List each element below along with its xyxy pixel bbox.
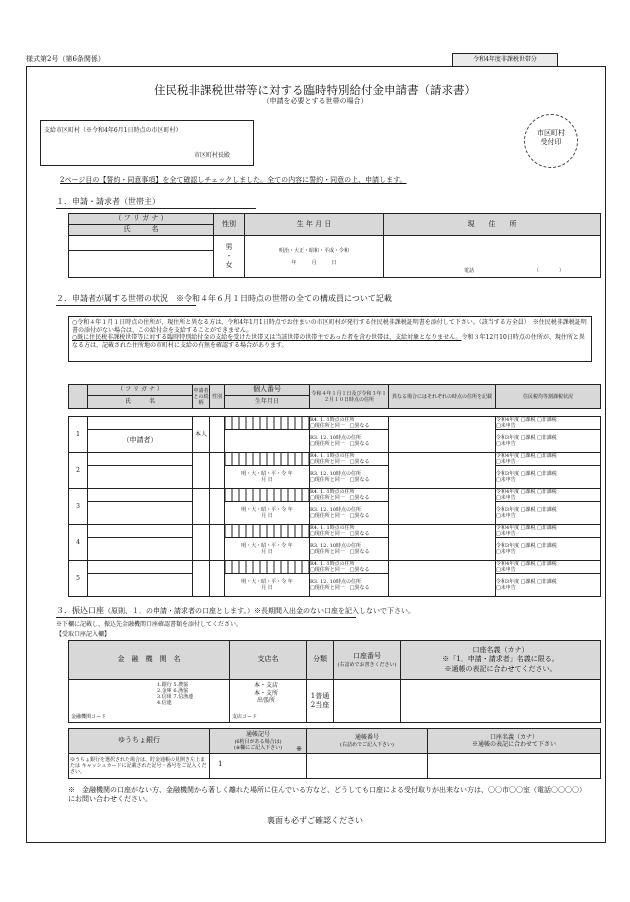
- account-holder-input[interactable]: [401, 680, 601, 723]
- household-rows: [68, 416, 601, 597]
- row-number: 2: [69, 453, 88, 489]
- notice-box: [68, 316, 592, 362]
- addressee-line-1: 支給市区町村（※令和4年6月1日時点の市区町村）: [44, 127, 182, 134]
- member-gender-input[interactable]: [210, 489, 225, 525]
- section3-mid: （原則、１．の申請・請求者の口座とします。）: [104, 607, 254, 615]
- member-name-input[interactable]: [88, 502, 193, 525]
- r4-address-status[interactable]: R4. 1. 1時点の住所 □現住所と同一 □異なる: [310, 525, 389, 538]
- household-body: [68, 416, 601, 597]
- stamp-line-1: 市区町村: [537, 129, 565, 137]
- member-name-input[interactable]: [88, 466, 193, 489]
- household-row: [69, 489, 601, 502]
- notice-2a: ○既に住民税非課税世帯等に対する臨時特別給付金の支給を受けた世帯又は当該世帯の世帯主であった者を含む世帯は、支給対象となりません。: [72, 334, 462, 341]
- account-no-header: [334, 641, 401, 680]
- yucho-symbol-note: (6桁目がある場合は) (※欄にご記入下さい): [233, 738, 283, 751]
- relation-header: 申請者との続柄: [193, 385, 210, 409]
- member-dob-input[interactable]: 明・大・昭・平・令 年 月 日: [225, 538, 310, 561]
- r4-address-status[interactable]: R4. 1. 1時点の住所 □現住所と同一 □異なる: [310, 489, 389, 502]
- yucho-header: ゆうちょ銀行: [69, 729, 210, 754]
- holder-note-2: ※通帳の表記に合わせてください。: [444, 664, 557, 673]
- back-note: 裏面も必ずご確認ください: [267, 816, 363, 825]
- gender-header: 性別: [214, 214, 245, 236]
- section2-heading: [56, 294, 392, 304]
- yucho-table: [68, 728, 601, 779]
- member-diff-address-input[interactable]: [389, 561, 496, 597]
- r4-tax-status[interactable]: 令和4年度 □課税 □非課税 □未申告: [496, 561, 601, 574]
- account-no-input[interactable]: [334, 680, 401, 723]
- bank-type-options: 1.銀行 5.農協 2.金庫 6.漁協 3.信組 7.信漁連 4.信連: [157, 682, 194, 706]
- dob-era-options: 明治・大正・昭和・平成・令和: [278, 247, 349, 254]
- r4-address-status[interactable]: R4. 1. 1時点の住所 □現住所と同一 □異なる: [310, 561, 389, 574]
- r4-address-status[interactable]: R4. 1. 1時点の住所 □現住所と同一 □異なる: [310, 453, 389, 466]
- member-diff-address-input[interactable]: [389, 489, 496, 525]
- member-relation-input[interactable]: 本人: [193, 417, 210, 453]
- household-row-sub: [69, 574, 601, 597]
- r4-tax-status[interactable]: 令和4年度 □課税 □非課税 □未申告: [496, 489, 601, 502]
- tax-status-header: 住民税均等割課税状況: [496, 385, 601, 409]
- household-row-sub: [69, 502, 601, 525]
- yucho-holder-note: ※通帳の表記に合わせて下さい: [471, 741, 556, 748]
- hh-furigana-header: （ フ リ ガ ナ ）: [88, 385, 193, 396]
- household-table: [68, 384, 601, 409]
- phone-paren: （ ）: [534, 268, 565, 274]
- member-dob-input[interactable]: [225, 430, 310, 453]
- member-id-input[interactable]: [225, 525, 310, 538]
- yucho-number-input[interactable]: [307, 754, 428, 779]
- branch-header: 支店名: [230, 641, 307, 680]
- yucho-instruction: ゆうちょ銀行を選択された場合は、貯金通帳の見開き左上または キャッシュカードに記載された記号・番号をご記入ください。: [69, 754, 210, 779]
- r4-address-status[interactable]: R4. 1. 1時点の住所 □現住所と同一 □異なる: [310, 417, 389, 430]
- phone-label: 電話: [464, 268, 475, 274]
- hh-name-header: 氏 名: [88, 396, 193, 409]
- stamp-line-2: 受付印: [540, 138, 562, 147]
- addressee-line-2: 市区町村長殿: [194, 152, 231, 159]
- section3-note-2: 【受取口座記入欄】: [56, 631, 111, 638]
- household-row: [69, 417, 601, 430]
- page-title: 住民税非課税世帯等に対する臨時特別給付金申請書（請求書）: [154, 83, 476, 97]
- bank-code-label: 金融機関コード: [71, 714, 107, 720]
- yucho-holder-header: [428, 729, 601, 754]
- form-number: 様式第2号（第6条関係）: [26, 55, 105, 63]
- dob-ymd: 年 月 日: [291, 259, 337, 266]
- row-number: 3: [69, 489, 88, 525]
- member-diff-address-input[interactable]: [389, 453, 496, 489]
- yucho-symbol-label: 通帳記号: [245, 731, 270, 739]
- confirm-statement: 2ページ目の【誓約・同意事項】を全て確認しチェックしました。全ての内容に誓約・同意の上、申請します。: [60, 176, 407, 184]
- r3-tax-status[interactable]: 令和3年度 □課税 □非課税 □未申告: [496, 574, 601, 597]
- yucho-symbol-header: [210, 729, 307, 754]
- r3-address-status[interactable]: R3. 12. 10時点の住所 □現住所と同一 □異なる: [310, 430, 389, 453]
- r3-address-status[interactable]: R3. 12. 10時点の住所 □現住所と同一 □異なる: [310, 538, 389, 561]
- notice-2b: 令和３年12月10日時点の住所が、現住所と異なる方は、記載された住所地の市町村に支給の有無を確認する場合があります。: [72, 334, 585, 349]
- furigana-input[interactable]: [69, 236, 214, 251]
- r3-address-status[interactable]: R3. 12. 10時点の住所 □現住所と同一 □異なる: [310, 574, 389, 597]
- branch-input[interactable]: [230, 680, 307, 723]
- bank-name-header: 金 融 機 関 名: [69, 641, 230, 680]
- name-header: 氏 名: [69, 225, 214, 236]
- member-gender-input[interactable]: [210, 453, 225, 489]
- bank-table: [68, 640, 601, 723]
- section3-title: ３．振込口座: [56, 606, 104, 615]
- branch-code-label: 支店コード: [232, 714, 258, 720]
- household-row-sub: [69, 430, 601, 453]
- section3-note: ※長期間入出金のない口座を記入しないで下さい。: [253, 607, 415, 615]
- r3-tax-status[interactable]: 令和3年度 □課税 □非課税 □未申告: [496, 502, 601, 525]
- household-row: [69, 453, 601, 466]
- r3-address-status[interactable]: R3. 12. 10時点の住所 □現住所と同一 □異なる: [310, 466, 389, 489]
- member-diff-address-input[interactable]: [389, 417, 496, 453]
- member-name-input[interactable]: [88, 574, 193, 597]
- account-no-hint: (右詰めでお書きください): [337, 661, 397, 668]
- household-row: [69, 525, 601, 538]
- yucho-holder-input[interactable]: [428, 754, 601, 779]
- member-id-input[interactable]: [225, 417, 310, 430]
- member-name-input[interactable]: （申請者）: [88, 430, 193, 453]
- row-number: 5: [69, 561, 88, 597]
- section3-heading: [56, 606, 415, 616]
- holder-label: 口座名義（カナ）: [472, 646, 529, 655]
- section3-note-1: ※下欄に記載し、振込先金融機関口座確認書類を添付してください。: [56, 621, 243, 628]
- member-id-input[interactable]: [225, 489, 310, 502]
- member-name-input[interactable]: [88, 538, 193, 561]
- r3-tax-status[interactable]: 令和3年度 □課税 □非課税 □未申告: [496, 430, 601, 453]
- yucho-prefix: 1: [218, 760, 223, 768]
- member-relation-input[interactable]: [193, 453, 210, 489]
- diff-addr-header: 異なる場合にはそれぞれの時点の住所を記載: [389, 385, 496, 409]
- account-holder-header: [401, 641, 601, 680]
- row-no-header: [69, 385, 88, 409]
- member-relation-input[interactable]: [193, 489, 210, 525]
- yucho-number-note: (右詰めでご記入下さい): [340, 741, 394, 748]
- account-type-select[interactable]: 1普通 2当座: [307, 680, 334, 723]
- member-dob-input[interactable]: 明・大・昭・平・令 年 月 日: [225, 502, 310, 525]
- dob-header: 生 年 月 日: [245, 214, 384, 236]
- row-number: 1: [69, 417, 88, 453]
- gender-select[interactable]: 男 ・ 女: [214, 236, 245, 278]
- member-furigana-input[interactable]: [88, 561, 193, 574]
- applicant-table: [68, 213, 601, 278]
- member-gender-input[interactable]: [210, 525, 225, 561]
- address-input[interactable]: [384, 236, 601, 278]
- r3-tax-status[interactable]: 令和3年度 □課税 □非課税 □未申告: [496, 538, 601, 561]
- address-header: 現 住 所: [384, 214, 601, 236]
- member-dob-input[interactable]: 明・大・昭・平・令 年 月 日: [225, 574, 310, 597]
- household-row: [69, 561, 601, 574]
- r4-tax-status[interactable]: 令和4年度 □課税 □非課税 □未申告: [496, 525, 601, 538]
- member-dob-input[interactable]: 明・大・昭・平・令 年 月 日: [225, 466, 310, 489]
- r4-tax-status[interactable]: 令和4年度 □課税 □非課税 □未申告: [496, 417, 601, 430]
- r4-tax-status[interactable]: 令和4年度 □課税 □非課税 □未申告: [496, 453, 601, 466]
- hh-dob-header: 生年月日: [225, 396, 310, 409]
- member-relation-input[interactable]: [193, 525, 210, 561]
- section2-underline: [56, 305, 196, 306]
- holder-note-1: ※「1．申請・請求者」名義に限る。: [442, 655, 559, 664]
- dob-input[interactable]: [245, 236, 384, 278]
- member-furigana-input[interactable]: [88, 525, 193, 538]
- account-no-label: 口座番号: [353, 652, 381, 661]
- yucho-symbol-input[interactable]: [210, 745, 307, 779]
- member-gender-input[interactable]: [210, 417, 225, 453]
- member-id-input[interactable]: [225, 453, 310, 466]
- furigana-header: （ フ リ ガ ナ ）: [69, 214, 214, 225]
- category-badge: 令和4年度非課税世帯分: [452, 53, 558, 67]
- section1-heading: １．申請・請求者（世帯主）: [56, 197, 160, 206]
- section2-title: ２．申請者が属する世帯の状況: [56, 294, 168, 303]
- name-input[interactable]: [69, 251, 214, 278]
- bank-name-input[interactable]: [69, 680, 230, 723]
- household-row-sub: [69, 466, 601, 489]
- yucho-holder-label: 口座名義（カナ）: [489, 733, 538, 741]
- account-type-header: 分類: [307, 641, 334, 680]
- section3-underline: [56, 617, 356, 618]
- yucho-number-header: [307, 729, 428, 754]
- member-furigana-input[interactable]: [88, 489, 193, 502]
- member-gender-input[interactable]: [210, 561, 225, 597]
- member-relation-input[interactable]: [193, 561, 210, 597]
- section2-note: ※令和４年６月１日時点の世帯の全ての構成員について記載: [176, 294, 392, 303]
- member-id-input[interactable]: [225, 561, 310, 574]
- hh-gender-header: 性別: [210, 385, 225, 409]
- section1-underline: [56, 208, 256, 209]
- r3-address-status[interactable]: R3. 12. 10時点の住所 □現住所と同一 □異なる: [310, 502, 389, 525]
- addr-date-header: 令和４年１月１日及び令和３年１２月１０日時点の住所: [310, 385, 389, 409]
- footer-note: ※ 金融機関の口座がない方、金融機関から著しく離れた場所に住んでいる方など、どうしても口座による受付取りが出来ない方は、〇〇市〇〇室（電話〇〇〇〇）にお問い合わせください。: [68, 786, 586, 804]
- household-row-sub: [69, 538, 601, 561]
- page-subtitle: （申請を必要とする世帯の場合）: [262, 97, 368, 105]
- row-number: 4: [69, 525, 88, 561]
- member-diff-address-input[interactable]: [389, 525, 496, 561]
- notice-1: ○令和４年１月１日時点の住所が、現住所と異なる方は、令和4年1月1日時点でお住まいの市区町村が発行する住民税非課税証明書を添付して下さい。（該当する方全員） ※住民税非課税証明書の添付がない場合は、この給付金を支給することができません。: [72, 319, 587, 334]
- addressee-box[interactable]: [40, 120, 254, 166]
- member-furigana-input[interactable]: [88, 453, 193, 466]
- r3-tax-status[interactable]: 令和3年度 □課税 □非課税 □未申告: [496, 466, 601, 489]
- branch-type-options: 本・支店 本・支所 出張所: [254, 682, 279, 704]
- reception-stamp: [524, 114, 578, 168]
- yucho-number-label: 通帳番号: [354, 734, 379, 742]
- personal-id-header: 個人番号: [225, 385, 310, 396]
- member-furigana-input[interactable]: [88, 417, 193, 430]
- yucho-star: ※: [296, 745, 302, 753]
